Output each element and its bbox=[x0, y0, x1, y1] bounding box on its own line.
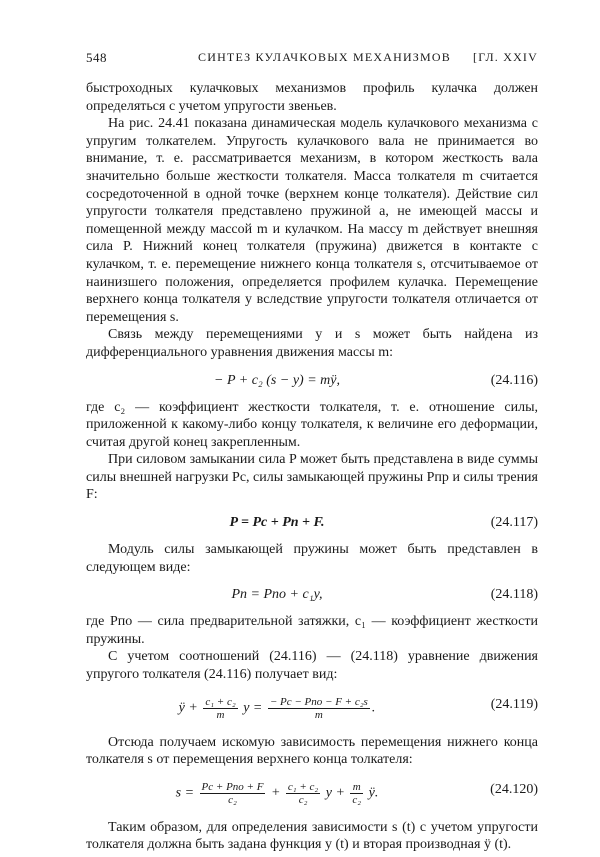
equation-24-120 bbox=[86, 777, 538, 811]
eq120-frac1-numerator: Pс + Pпо + F bbox=[201, 780, 264, 793]
eq119-lhs: ÿ + bbox=[178, 700, 198, 716]
equation-24-120-formula bbox=[86, 781, 468, 806]
page-number: 548 bbox=[86, 50, 107, 65]
paragraph-1: быстроходных кулачковых механизмов профиль кулачка должен определяться с учетом упругости звеньев. bbox=[86, 81, 538, 114]
paragraph-3: Связь между перемещениями y и s может быть найдена из дифференциального уравнения движения массы m: bbox=[86, 327, 538, 360]
eq120-end: ÿ. bbox=[368, 785, 379, 801]
eq120-frac3-numerator: m bbox=[350, 781, 363, 794]
equation-24-116-number: (24.116) bbox=[490, 372, 538, 388]
eq119-fraction-2 bbox=[268, 696, 370, 721]
paragraph-2: На рис. 24.41 показана динамическая модель кулачкового механизма с упругим толкателем. Упругость кулачкового вала не принимается во внимание, т. е. рассматривается механизм, в котором жесткость вала значительно больше жесткости толкателя. Масса толкателя m считается сосредоточенной в одной точке (верхнем конце толкателя). Действие сил упругости толкателя представлено пружиной a, не имеющей массы и помещенной между массой m и кулачком. На массу m действует внешняя сила P. Нижний конец толкателя (пружина) движется в контакте с кулачком, т. е. перемещение нижнего конца толкателя s, отсчитываемое от наинизшего положения, определяется профилем кулачка. Перемещение верхнего конца толкателя y вследствие упругости толкателя отличается от перемещения s. bbox=[86, 116, 538, 325]
eq119-frac2-numerator: − Pс − Pпо − F + c₂s bbox=[269, 695, 368, 708]
eq119-frac1-denominator: m bbox=[216, 708, 225, 721]
paragraph-5: При силовом замыкании сила P может быть представлена в виде суммы силы внешней нагрузки Pс, силы замыкающей пружины Pпр и силы трения F: bbox=[86, 452, 538, 503]
equation-24-117 bbox=[86, 510, 538, 537]
paragraph-4: где c₂ — коэффициент жесткости толкателя, т. е. отношение силы, приложенной к какому-либо концу толкателя, к величине его деформации, считая другой конец закрепленным. bbox=[86, 399, 538, 450]
chapter-label: [ГЛ. XXIV bbox=[473, 50, 538, 64]
eq119-fraction-1 bbox=[203, 696, 237, 721]
equation-24-118-formula: Pп = Pпо + c₁y, bbox=[231, 587, 323, 603]
equation-24-117-formula: P = Pс + Pп + F. bbox=[229, 515, 325, 531]
eq119-mid: y = bbox=[243, 700, 263, 716]
eq120-frac3-denominator: c₂ bbox=[352, 793, 362, 806]
body-text bbox=[86, 80, 538, 854]
equation-24-116-formula: − P + c₂ (s − y) = mÿ, bbox=[214, 372, 340, 388]
eq120-plus: + bbox=[270, 785, 281, 801]
paragraph-7: где Pпо — сила предварительной затяжки, c₁ — коэффициент жесткости пружины. bbox=[86, 614, 538, 647]
eq120-frac2-denominator: c₂ bbox=[298, 793, 308, 806]
eq120-frac2-numerator: c₁ + c₂ bbox=[287, 780, 319, 793]
running-title: СИНТЕЗ КУЛАЧКОВЫХ МЕХАНИЗМОВ bbox=[198, 50, 451, 64]
eq120-frac1-denominator: c₂ bbox=[228, 793, 237, 806]
eq119-frac2-denominator: m bbox=[314, 708, 323, 721]
eq119-frac1-numerator: c₁ + c₂ bbox=[205, 695, 236, 708]
paragraph-6: Модуль силы замыкающей пружины может быть представлен в следующем виде: bbox=[86, 542, 538, 575]
equation-24-118 bbox=[86, 582, 538, 609]
eq120-fraction-2 bbox=[286, 781, 320, 806]
running-header bbox=[86, 50, 538, 70]
equation-24-118-number: (24.118) bbox=[490, 587, 538, 603]
eq120-fraction-1 bbox=[200, 781, 266, 806]
equation-24-117-number: (24.117) bbox=[490, 515, 538, 531]
eq120-lhs: s = bbox=[175, 785, 195, 801]
eq119-end: . bbox=[371, 700, 376, 716]
equation-24-119 bbox=[86, 692, 538, 726]
paragraph-9: Отсюда получаем искомую зависимость перемещения нижнего конца толкателя s от перемещения верхнего конца толкателя: bbox=[86, 734, 538, 768]
eq120-fraction-3 bbox=[350, 781, 363, 806]
equation-24-120-number: (24.120) bbox=[490, 781, 538, 797]
eq120-mid: y + bbox=[325, 785, 345, 801]
paragraph-8: С учетом соотношений (24.116) — (24.118) уравнение движения упругого толкателя (24.116) получает вид: bbox=[86, 649, 538, 683]
paragraph-10: Таким образом, для определения зависимости s (t) с учетом упругости толкателя должна быть задана функция y (t) и вторая производная ÿ (t). bbox=[86, 819, 538, 853]
equation-24-116 bbox=[86, 368, 538, 395]
equation-24-119-number: (24.119) bbox=[490, 696, 538, 712]
equation-24-119-formula bbox=[86, 696, 468, 721]
